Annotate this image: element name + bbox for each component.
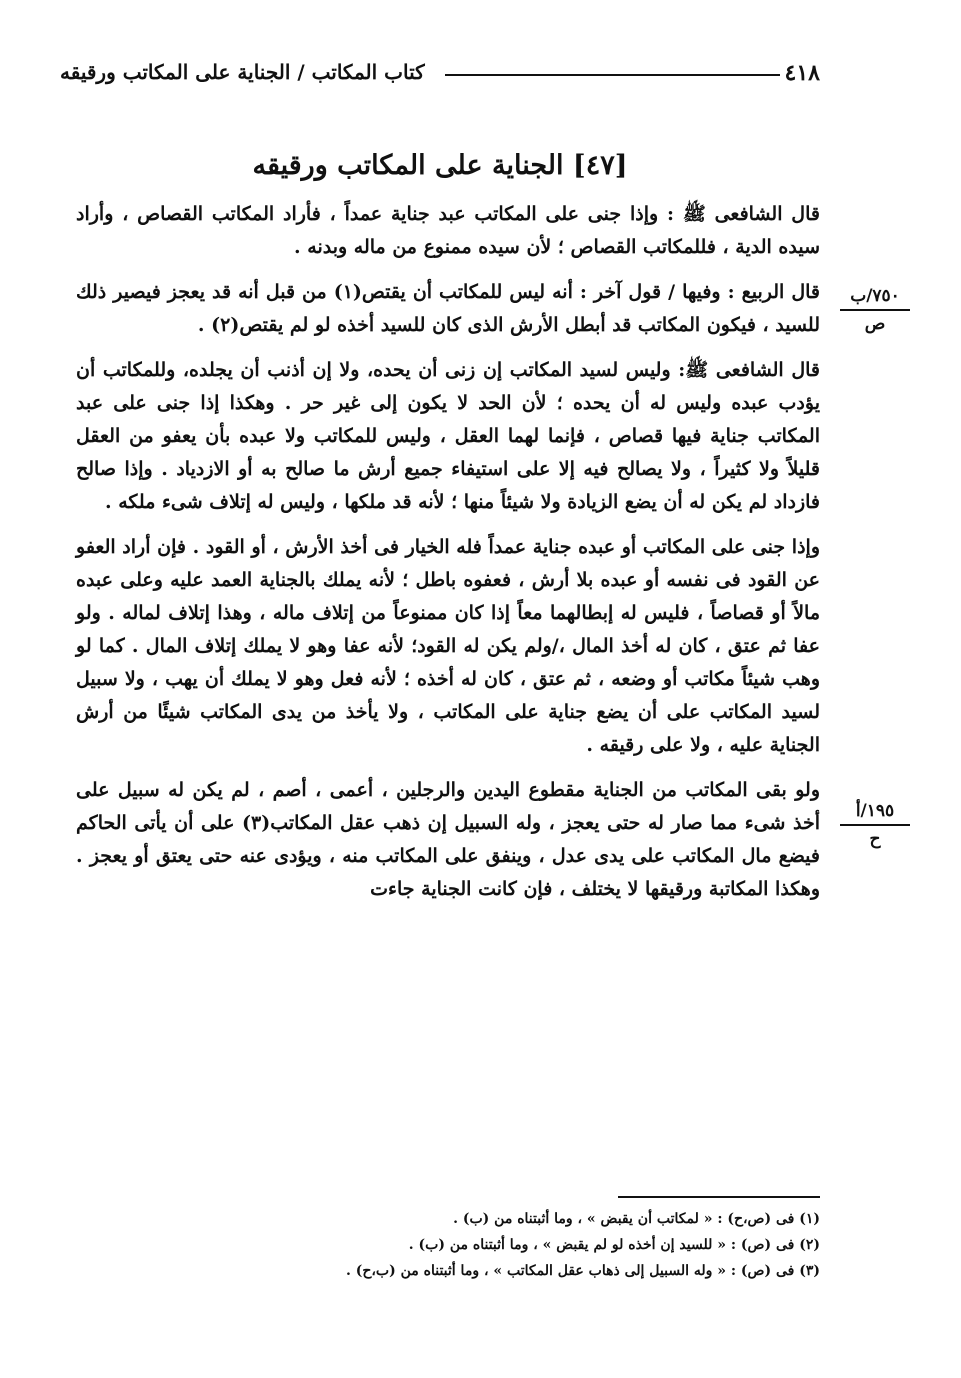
footnote-rule bbox=[618, 1196, 820, 1198]
footnote-2: (٢) فى (ص) : « للسيد إن أخذه لو لم يقبض » ، وما أثبتناه من (ب) . bbox=[408, 1237, 820, 1253]
body-text bbox=[76, 198, 820, 912]
speaker-label: قال الشافعى ﷺ bbox=[685, 359, 820, 381]
footnotes bbox=[200, 1206, 820, 1284]
paragraph-text: قال الربيع : وفيها / قول آخر : أنه ليس للمكاتب أن يقتص(١) من قبل أنه قد يعجز فيصير ذلك للسيد ، فيكون المكاتب قد أبطل الأرش الذى كان للسيد أخذه لو لم يقتص(٢) . bbox=[76, 281, 821, 336]
paragraph-1 bbox=[76, 198, 820, 264]
paragraph-text: ولو بقى المكاتب من الجناية مقطوع اليدين والرجلين ، أعمى ، أصم ، لم يكن له سبيل على أخذ شىء مما صار له حتى يعجز ، وله السبيل إن ذهب عقل المكاتب(٣) على أن يأتى الحاكم فيضع مال المكاتب على يدى عدل ، وينفق على المكاتب منه ، ويؤدى عنه حتى يعتق أو يعجز . وهكذا المكاتبة ورقيقها لا يختلف ، فإن كانت الجناية جاءت bbox=[76, 779, 820, 900]
paragraph-4 bbox=[76, 531, 820, 762]
footnote-1: (١) فى (ص،ح) : « لمكاتب أن يقبض » ، وما أثبتناه من (ب) . bbox=[453, 1211, 820, 1227]
margin-marker-ms-b bbox=[840, 285, 910, 335]
margin-marker-folio: ٧٥٠/ب bbox=[840, 285, 910, 311]
page-header bbox=[60, 60, 820, 90]
footnote-3: (٣) فى (ص) : « وله السبيل إلى ذهاب عقل المكاتب » ، وما أثبتناه من (ب،ح) . bbox=[345, 1263, 820, 1279]
paragraph-5 bbox=[76, 774, 820, 906]
page-number: ٤١٨ bbox=[784, 60, 820, 86]
paragraph-text: : وليس لسيد المكاتب إن زنى أن يحده، ولا إن أذنب أن يجلده، وللمكاتب أن يؤدب عبده وليس له أن يحده ؛ لأن الحد لا يكون إلى غير حر . وهكذا إذا جنى على عبد المكاتب جناية فيها قصاص ، فإنما لهما العقل ، وليس للمكاتب ولا عبده بأن يعفو من العقل قليلاً ولا كثيراً ، ولا يصالح فيه إلا على استيفاء جميع أرش ما صالح به أو الازدياد . وإذا صالح فازداد لم يكن له أن يضع الزيادة ولا شيئاً منها ؛ لأنه قد ملكها ، وليس له إتلاف شىء ملكه . bbox=[76, 359, 820, 513]
margin-marker-ms-h bbox=[840, 800, 910, 850]
margin-marker-siglum: ح bbox=[869, 829, 881, 849]
speaker-label: قال الشافعى ﷺ bbox=[682, 203, 820, 225]
running-title: كتاب المكاتب / الجناية على المكاتب ورقيقه bbox=[60, 60, 425, 84]
margin-marker-folio: ١٩٥/أ bbox=[840, 800, 910, 826]
header-rule bbox=[445, 74, 780, 76]
paragraph-text: وإذا جنى على المكاتب أو عبده جناية عمداً فله الخيار فى أخذ الأرش ، أو القود . فإن أراد العفو عن القود فى نفسه أو عبده بلا أرش ، فعفوه باطل ؛ لأنه يملك بالجناية العمد عليه وعلى عبده مالاً أو قصاصاً ، فليس له إبطالهما معاً إذا كان ممنوعاً من إتلاف ماله ، وهذا إتلاف لماله . ولو عفا ثم عتق ، كان له أخذ المال ،/ولم يكن له القود؛ لأنه عفا وهو لا يملك إتلاف المال . كما لو وهب شيئاً مكاتب أو وضعه ، ثم عتق ، كان له أخذه ؛ لأنه فعل وهو لا يملك أن يهب ، ولا سبيل لسيد المكاتب على أن يضع جناية على المكاتب ، ولا يأخذ من يدى المكاتب شيئًا من أرش الجناية عليه ، ولا على رقيقه . bbox=[76, 536, 820, 756]
margin-marker-siglum: ص bbox=[864, 314, 886, 334]
chapter-title: [٤٧] الجناية على المكاتب ورقيقه bbox=[252, 150, 628, 181]
paragraph-2 bbox=[76, 276, 820, 342]
paragraph-3 bbox=[76, 354, 820, 519]
paragraph-text: : وإذا جنى على المكاتب عبد جناية عمداً ، فأراد المكاتب القصاص ، وأراد سيده الدية ، فللمكاتب القصاص ؛ لأن سيده ممنوع من ماله وبدنه . bbox=[76, 203, 820, 258]
